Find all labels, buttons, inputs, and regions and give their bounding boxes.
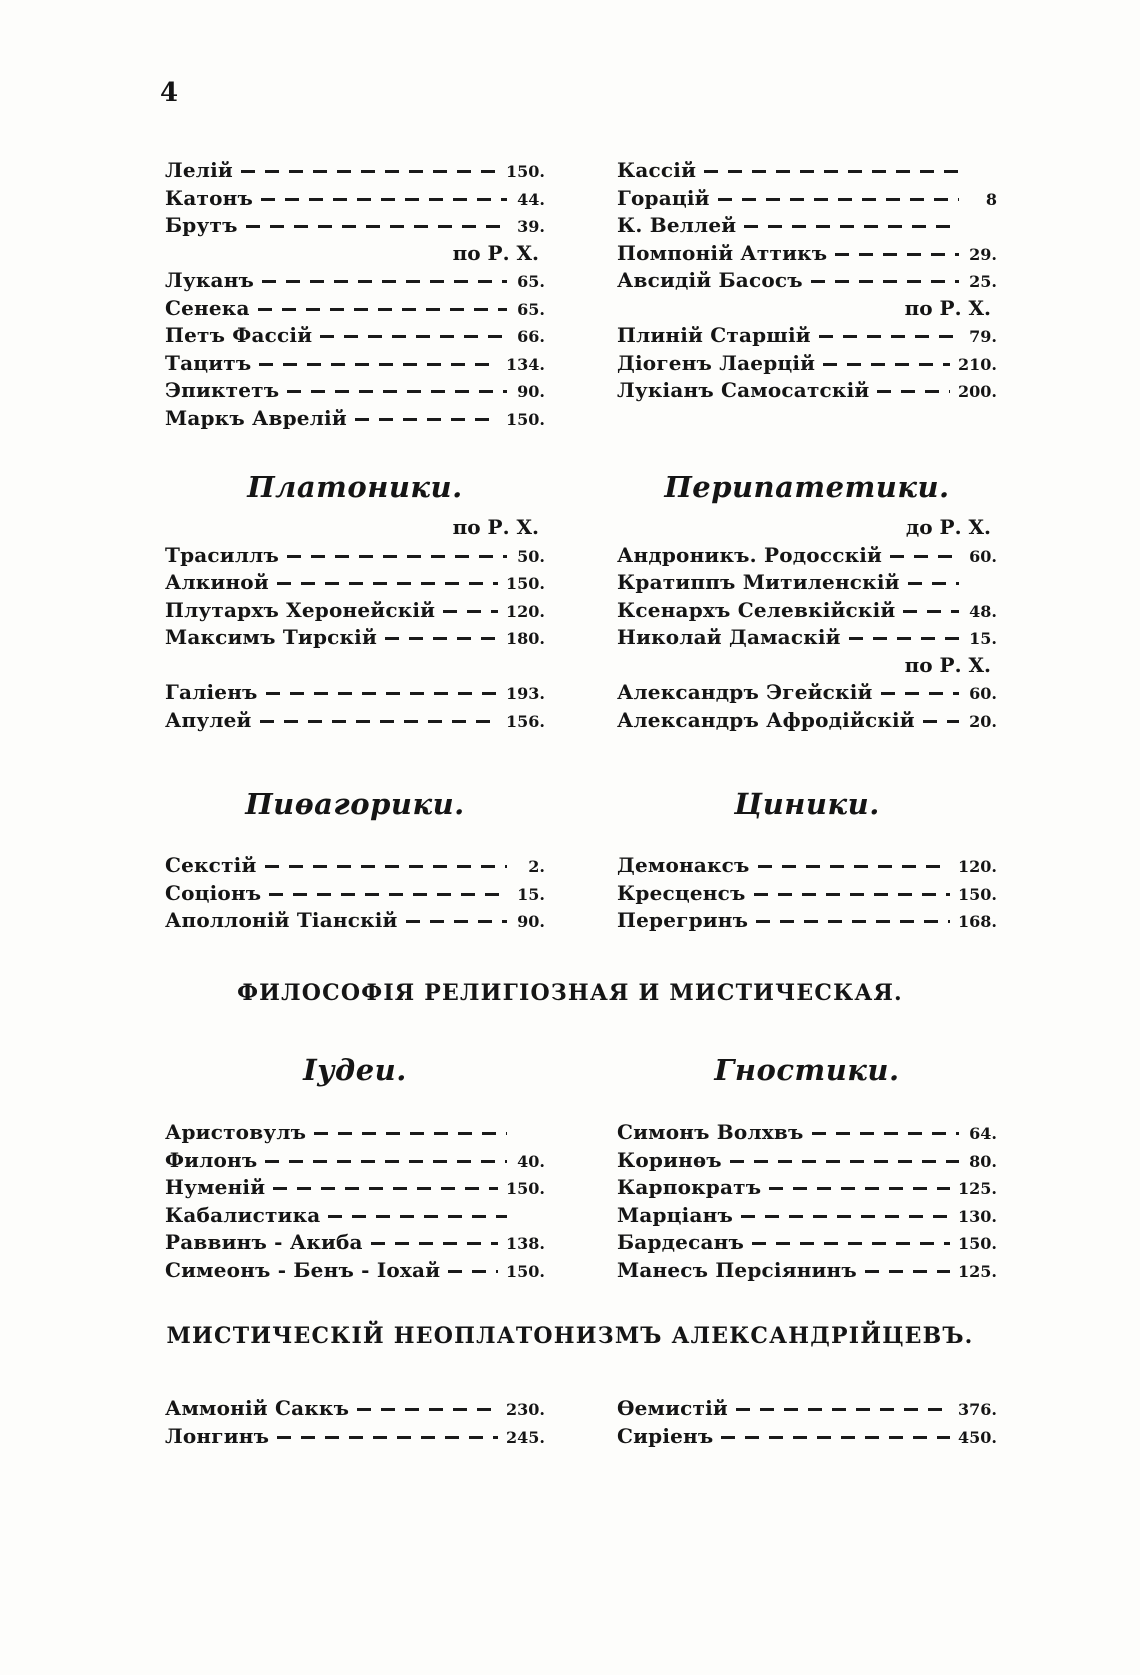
- philosopher-name: Маркъ Аврелій: [165, 405, 347, 430]
- era-label: по Р. Х.: [904, 295, 991, 320]
- list-item: [617, 625, 997, 653]
- leader-dashes: [744, 225, 959, 228]
- philosopher-name: Аристовулъ: [165, 1120, 307, 1144]
- leader-dashes: [849, 637, 959, 640]
- philosopher-name: Кассій: [617, 158, 697, 182]
- year: 150.: [506, 409, 545, 429]
- pythagoreans-list: [165, 853, 545, 936]
- philosopher-name: Лукіанъ Самосатскій: [617, 378, 870, 402]
- leader-dashes: [265, 1160, 507, 1163]
- philosopher-name: Нуменій: [165, 1175, 266, 1199]
- list-item: [617, 1424, 997, 1452]
- philosopher-name: Брутъ: [165, 213, 238, 237]
- list-item: [617, 881, 997, 909]
- philosopher-name: Кратиппъ Митиленскій: [617, 570, 900, 594]
- list-item: [165, 1148, 545, 1176]
- list-item: [617, 1396, 997, 1424]
- list-item: [617, 158, 997, 186]
- leader-dashes: [406, 920, 507, 923]
- year: 79.: [969, 327, 997, 346]
- list-item: [617, 1230, 997, 1258]
- year: 44.: [517, 189, 545, 209]
- leader-dashes: [754, 893, 950, 896]
- philosopher-name: Ксенархъ Селевкійскій: [617, 597, 896, 622]
- list-item: [617, 1203, 997, 1231]
- era-label: по Р. Х.: [452, 240, 539, 265]
- leader-dashes: [756, 920, 950, 923]
- list-item: [165, 543, 545, 571]
- year: 230.: [506, 1400, 545, 1419]
- list-item: [617, 1148, 997, 1176]
- leader-dashes: [357, 1408, 498, 1411]
- year: 60.: [969, 684, 997, 703]
- section-title-religious: ФИЛОСОФІЯ РЕЛИГІОЗНАЯ И МИСТИЧЕСКАЯ.: [237, 980, 903, 1006]
- heading-gnostics: Гностики.: [714, 1053, 900, 1087]
- philosopher-name: Сиріенъ: [617, 1423, 714, 1448]
- year: 15.: [517, 884, 545, 904]
- leader-dashes: [811, 280, 959, 283]
- philosopher-name: Петъ Фассій: [165, 323, 313, 347]
- list-item: [617, 543, 997, 571]
- philosopher-name: Луканъ: [165, 268, 255, 292]
- philosopher-name: Діогенъ Лаерцій: [617, 350, 816, 375]
- leader-dashes: [903, 610, 959, 613]
- list-item: [165, 296, 545, 324]
- leader-dashes: [881, 692, 959, 695]
- philosopher-name: Николай Дамаскій: [617, 625, 841, 649]
- year: 40.: [517, 1151, 545, 1171]
- section-title-neoplatonism: МИСТИЧЕСКІЙ НЕОПЛАТОНИЗМЪ АЛЕКСАНДРІЙЦЕВЪ.: [166, 1323, 974, 1349]
- philosopher-name: Трасиллъ: [165, 542, 279, 567]
- philosopher-name: Алкиной: [165, 570, 269, 594]
- top-left-list: [165, 158, 545, 433]
- leader-dashes: [704, 170, 959, 173]
- philosopher-name: Марціанъ: [617, 1202, 733, 1227]
- year: 90.: [517, 382, 545, 401]
- philosopher-name: Демонаксъ: [617, 853, 750, 877]
- list-item: [165, 1120, 545, 1148]
- leader-dashes: [741, 1215, 950, 1218]
- list-item: [165, 406, 545, 434]
- leader-dashes: [355, 418, 498, 421]
- leader-dashes: [769, 1187, 950, 1190]
- jews-list: [165, 1120, 545, 1285]
- leader-dashes: [320, 335, 507, 338]
- leader-dashes: [328, 1215, 507, 1218]
- philosopher-name: Сенека: [165, 295, 250, 320]
- philosopher-name: Раввинъ - Акиба: [165, 1230, 363, 1254]
- list-item: [165, 908, 545, 936]
- year: 25.: [969, 272, 997, 291]
- list-item: [165, 625, 545, 653]
- leader-dashes: [923, 720, 959, 723]
- philosopher-name: Апулей: [165, 707, 252, 732]
- leader-dashes: [371, 1242, 498, 1245]
- year: 150.: [506, 1179, 545, 1198]
- year: 120.: [958, 857, 997, 876]
- philosopher-name: Плиній Старшій: [617, 323, 811, 347]
- list-item: [165, 268, 545, 296]
- list-item: [165, 1258, 545, 1286]
- philosopher-name: Эпиктетъ: [165, 378, 280, 402]
- peripatetics-list: [617, 515, 997, 735]
- leader-dashes: [314, 1132, 507, 1135]
- year: 64.: [969, 1124, 997, 1143]
- list-item: [617, 186, 997, 214]
- philosopher-name: Андроникъ. Родосскій: [617, 542, 883, 567]
- gnostics-list: [617, 1120, 997, 1285]
- year: 60.: [969, 546, 997, 566]
- year: 130.: [958, 1206, 997, 1226]
- year: 48.: [969, 601, 997, 621]
- leader-dashes: [443, 610, 498, 613]
- year: 138.: [506, 1234, 545, 1253]
- philosopher-name: Аполлоній Тіанскій: [165, 908, 398, 932]
- spacer: [165, 653, 545, 681]
- philosopher-name: Авсидій Басосъ: [617, 268, 803, 292]
- year: 193.: [506, 684, 545, 703]
- list-item: [617, 853, 997, 881]
- neoplatonism-right-list: [617, 1396, 997, 1451]
- year: 125.: [958, 1179, 997, 1198]
- list-item: [617, 680, 997, 708]
- year: 29.: [969, 244, 997, 264]
- philosopher-name: Секстій: [165, 853, 257, 877]
- leader-dashes: [752, 1242, 950, 1245]
- year: 150.: [506, 162, 545, 181]
- list-item: [165, 853, 545, 881]
- year: 80.: [969, 1151, 997, 1171]
- list-item: [617, 323, 997, 351]
- year: 134.: [506, 354, 545, 374]
- neoplatonism-left-list: [165, 1396, 545, 1451]
- philosopher-name: Коринѳъ: [617, 1147, 722, 1172]
- leader-dashes: [265, 865, 508, 868]
- list-item: [165, 1230, 545, 1258]
- philosopher-name: Катонъ: [165, 185, 254, 210]
- leader-dashes: [819, 335, 959, 338]
- leader-dashes: [758, 865, 950, 868]
- philosopher-name: Бардесанъ: [617, 1230, 745, 1254]
- list-item: [617, 1120, 997, 1148]
- top-right-list: [617, 158, 997, 406]
- leader-dashes: [835, 253, 959, 256]
- philosopher-name: Карпократъ: [617, 1175, 762, 1199]
- list-item: [165, 351, 545, 379]
- list-item: [617, 570, 997, 598]
- year: 66.: [517, 327, 545, 346]
- leader-dashes: [258, 308, 507, 311]
- philosopher-name: Галіенъ: [165, 680, 258, 704]
- list-item: [617, 213, 997, 241]
- era-label: по Р. Х.: [904, 652, 991, 677]
- list-item: [165, 323, 545, 351]
- leader-dashes: [718, 198, 959, 201]
- year: 2.: [528, 857, 545, 876]
- list-item: [165, 1175, 545, 1203]
- list-item: [165, 158, 545, 186]
- year: 90.: [517, 912, 545, 931]
- philosopher-name: Симонъ Волхвъ: [617, 1120, 804, 1144]
- philosopher-name: Лонгинъ: [165, 1423, 270, 1448]
- era-label: до Р. Х.: [905, 515, 991, 539]
- page-number: 4: [160, 78, 179, 108]
- leader-dashes: [241, 170, 498, 173]
- philosopher-name: Тацитъ: [165, 350, 252, 375]
- leader-dashes: [908, 582, 959, 585]
- leader-dashes: [269, 893, 507, 896]
- heading-cynics: Циники.: [734, 787, 880, 821]
- leader-dashes: [865, 1270, 950, 1273]
- year: 8: [985, 189, 997, 209]
- heading-platonists: Платоники.: [247, 470, 463, 504]
- philosopher-name: Максимъ Тирскій: [165, 625, 377, 649]
- list-item: [617, 598, 997, 626]
- heading-peripatetics: Перипатетики.: [664, 470, 950, 504]
- list-item: [617, 241, 997, 269]
- list-item: [617, 1175, 997, 1203]
- year: 120.: [506, 601, 545, 621]
- list-item: [617, 708, 997, 736]
- year: 168.: [958, 912, 997, 931]
- philosopher-name: Кабалистика: [165, 1202, 321, 1227]
- philosopher-name: Филонъ: [165, 1147, 258, 1172]
- philosopher-name: Перегринъ: [617, 908, 749, 932]
- list-item: [617, 268, 997, 296]
- philosopher-name: Соціонъ: [165, 880, 262, 905]
- year: 15.: [969, 629, 997, 648]
- list-item: [617, 908, 997, 936]
- list-item: [165, 1424, 545, 1452]
- philosopher-name: Лелій: [165, 158, 233, 182]
- era-label: по Р. Х.: [452, 515, 539, 539]
- leader-dashes: [877, 390, 950, 393]
- philosopher-name: Александръ Эгейскій: [617, 680, 873, 704]
- list-item: [165, 570, 545, 598]
- philosopher-name: Ѳемистій: [617, 1396, 728, 1420]
- year: 200.: [958, 382, 997, 401]
- philosopher-name: Симеонъ - Бенъ - Іохай: [165, 1257, 441, 1282]
- list-item: [165, 598, 545, 626]
- year: 210.: [958, 354, 997, 374]
- year: 376.: [958, 1400, 997, 1419]
- philosopher-name: Горацій: [617, 185, 710, 210]
- leader-dashes: [277, 582, 498, 585]
- leader-dashes: [277, 1436, 498, 1439]
- cynics-list: [617, 853, 997, 936]
- leader-dashes: [721, 1436, 950, 1439]
- year: 156.: [506, 711, 545, 731]
- leader-dashes: [736, 1408, 950, 1411]
- year: 125.: [958, 1261, 997, 1281]
- leader-dashes: [260, 720, 498, 723]
- year: 150.: [506, 574, 545, 593]
- philosopher-name: К. Веллей: [617, 213, 737, 237]
- list-item: [165, 213, 545, 241]
- year: 150.: [506, 1261, 545, 1281]
- leader-dashes: [385, 637, 498, 640]
- list-item: [165, 680, 545, 708]
- year: 65.: [517, 272, 545, 291]
- year: 20.: [969, 711, 997, 731]
- leader-dashes: [730, 1160, 959, 1163]
- heading-jews: Іудеи.: [303, 1053, 407, 1087]
- leader-dashes: [262, 280, 507, 283]
- list-item: [617, 1258, 997, 1286]
- list-item: [165, 1396, 545, 1424]
- year: 245.: [506, 1427, 545, 1447]
- philosopher-name: Александръ Афродійскій: [617, 707, 915, 732]
- year: 65.: [517, 299, 545, 319]
- philosopher-name: Аммоній Саккъ: [165, 1396, 350, 1420]
- leader-dashes: [287, 555, 507, 558]
- leader-dashes: [812, 1132, 959, 1135]
- year: 150.: [958, 884, 997, 904]
- leader-dashes: [266, 692, 498, 695]
- leader-dashes: [890, 555, 959, 558]
- heading-pythagoreans: Пиѳагорики.: [245, 787, 465, 821]
- list-item: [165, 186, 545, 214]
- list-item: [165, 708, 545, 736]
- leader-dashes: [246, 225, 507, 228]
- leader-dashes: [823, 363, 950, 366]
- platonists-list: [165, 515, 545, 735]
- year: 450.: [958, 1427, 997, 1447]
- philosopher-name: Кресценсъ: [617, 880, 746, 905]
- leader-dashes: [273, 1187, 498, 1190]
- leader-dashes: [261, 198, 507, 201]
- year: 50.: [517, 546, 545, 566]
- philosopher-name: Плутархъ Херонейскій: [165, 597, 436, 622]
- leader-dashes: [259, 363, 498, 366]
- philosopher-name: Помпоній Аттикъ: [617, 240, 828, 265]
- list-item: [165, 378, 545, 406]
- year: 39.: [517, 217, 545, 236]
- leader-dashes: [448, 1270, 498, 1273]
- list-item: [165, 881, 545, 909]
- list-item: [165, 1203, 545, 1231]
- list-item: [617, 378, 997, 406]
- list-item: [617, 351, 997, 379]
- year: 150.: [958, 1234, 997, 1253]
- leader-dashes: [287, 390, 507, 393]
- philosopher-name: Манесъ Персіянинъ: [617, 1257, 857, 1282]
- year: 180.: [506, 629, 545, 648]
